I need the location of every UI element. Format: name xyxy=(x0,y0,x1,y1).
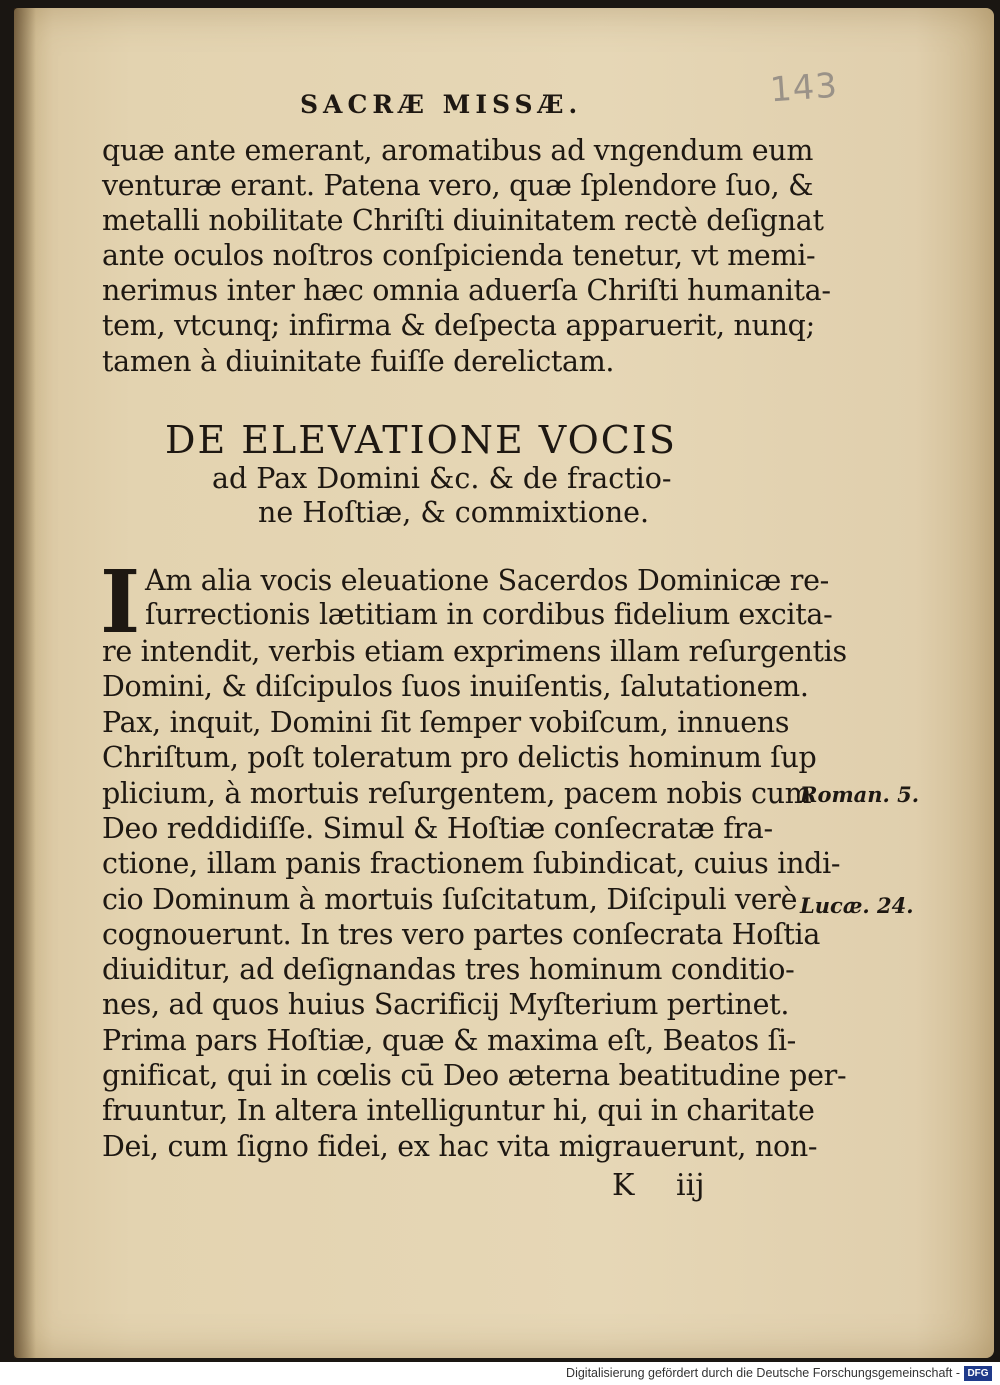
drop-cap-initial: I xyxy=(100,552,141,653)
text-line: nes, ad quos huius Sacrificij Myſterium pertinet. xyxy=(102,988,790,1021)
text-line: ctione, illam panis fractionem ſubindicat, cuius indi- xyxy=(102,847,841,880)
text-line: tamen à diuinitate fuiſſe derelictam. xyxy=(102,345,615,378)
text-line: Domini, & diſcipulos ſuos inuiſentis, ſalutationem. xyxy=(102,670,809,703)
digitization-credit: Digitalisierung gefördert durch die Deutsche Forschungsgemeinschaft - xyxy=(566,1366,960,1380)
signature-letter: K xyxy=(612,1168,635,1203)
text-line: cio Dominum à mortuis ſuſcitatum, Diſcipuli verè xyxy=(102,883,798,916)
text-line: fruuntur, In altera intelliguntur hi, qui in charitate xyxy=(102,1094,815,1127)
dfg-logo: DFG xyxy=(964,1366,992,1381)
page-gutter-shadow xyxy=(14,8,36,1358)
text-line: ſurrectionis lætitiam in cordibus fidelium excita- xyxy=(145,598,833,631)
text-line: tem, vtcunq; infirma & deſpecta apparuerit, nunq; xyxy=(102,309,815,342)
marginal-note: Roman. 5. xyxy=(800,782,920,807)
section-heading: DE ELEVATIONE VOCIS xyxy=(165,418,677,462)
section-subheading-line: ad Pax Domini &c. & de fractio- xyxy=(212,462,672,495)
text-line: Chriſtum, poſt toleratum pro delictis hominum ſup xyxy=(102,741,817,774)
text-line: diuiditur, ad deſignandas tres hominum conditio- xyxy=(102,953,795,986)
text-line: quæ ante emerant, aromatibus ad vngendum eum xyxy=(102,134,814,167)
marginal-note: Lucæ. 24. xyxy=(800,893,914,918)
text-line: re intendit, verbis etiam exprimens illam reſurgentis xyxy=(102,635,847,668)
text-line: Am alia vocis eleuatione Sacerdos Dominicæ re- xyxy=(145,564,829,597)
running-head: SACRÆ MISSÆ. xyxy=(300,90,583,119)
section-subheading-line: ne Hoſtiæ, & commixtione. xyxy=(258,496,650,529)
folio-pencil-number: 143 xyxy=(768,65,840,111)
text-line: gnificat, qui in cœlis cū Deo æterna beatitudine per- xyxy=(102,1059,847,1092)
footer-bar xyxy=(0,1362,1000,1385)
text-line: Prima pars Hoſtiæ, quæ & maxima eſt, Beatos ſi- xyxy=(102,1024,797,1057)
text-line: Deo reddidiſſe. Simul & Hoſtiæ conſecratæ fra- xyxy=(102,812,773,845)
text-line: cognouerunt. In tres vero partes conſecrata Hoſtia xyxy=(102,918,821,951)
text-line: plicium, à mortuis reſurgentem, pacem nobis cum xyxy=(102,777,812,810)
text-line: venturæ erant. Patena vero, quæ ſplendore ſuo, & xyxy=(102,169,814,202)
text-line: ante oculos noſtros conſpicienda tenetur, vt memi- xyxy=(102,239,816,272)
text-line: metalli nobilitate Chriſti diuinitatem rectè deſignat xyxy=(102,204,824,237)
signature-numeral: iij xyxy=(676,1168,705,1203)
text-line: nerimus inter hæc omnia aduerſa Chriſti humanita- xyxy=(102,274,831,307)
text-line: Pax, inquit, Domini ſit ſemper vobiſcum, innuens xyxy=(102,706,790,739)
text-line: Dei, cum ſigno fidei, ex hac vita migrauerunt, non- xyxy=(102,1130,818,1163)
